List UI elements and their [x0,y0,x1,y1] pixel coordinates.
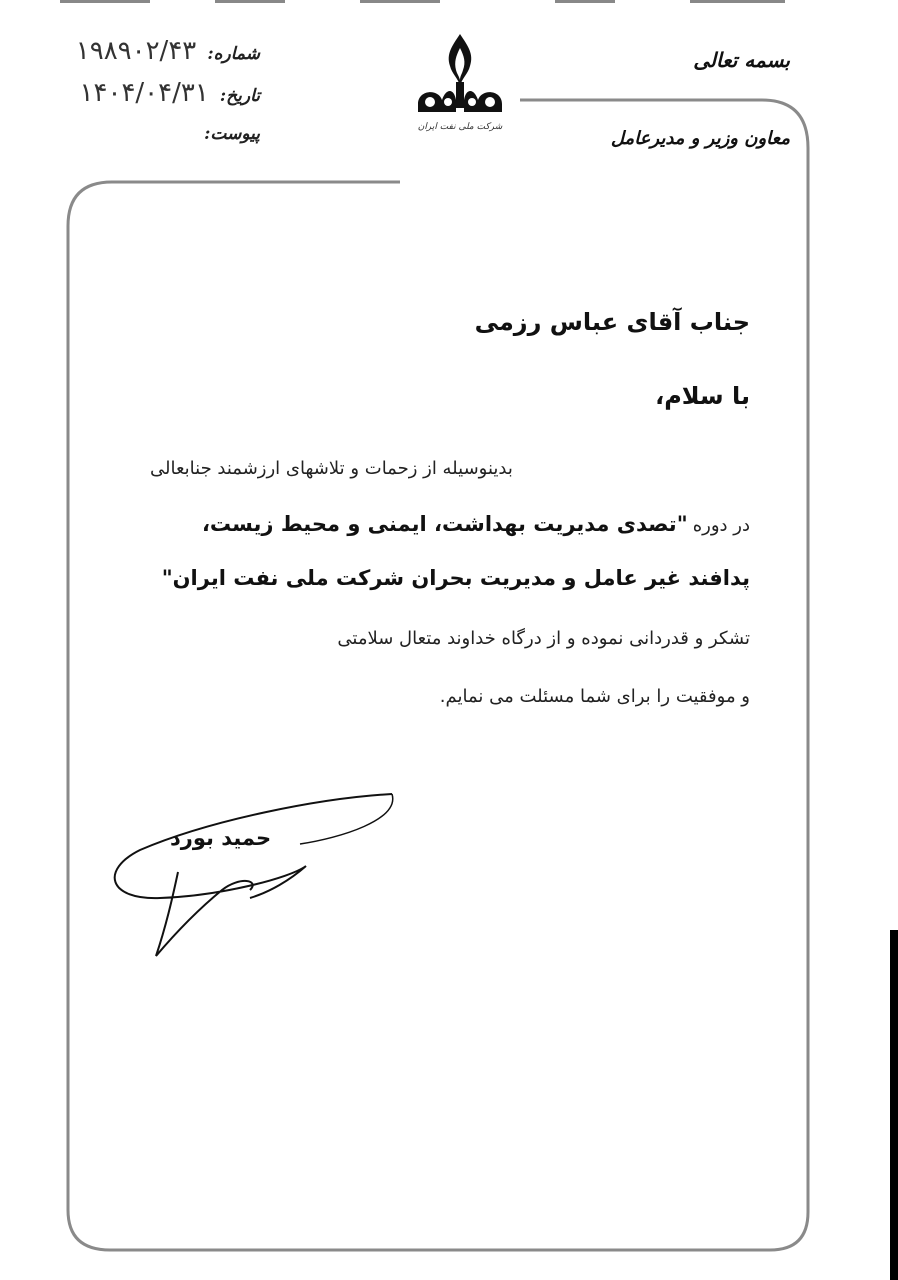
date-label: تاریخ: [219,86,260,106]
letter-line-2 [120,512,750,536]
letter-line-2-prefix: در دوره [692,515,750,536]
logo-caption: شرکت ملی نفت ایران [417,122,503,132]
letter-line-2-bold: "تصدی مدیریت بهداشت، ایمنی و محیط زیست، [201,512,688,536]
date-row [80,78,260,108]
letter-line-1 [120,458,750,479]
bismillah: بسمه تعالی [693,48,790,72]
letter-line-5: و موفقیت را برای شما مسئلت می نمایم. [439,686,750,707]
greeting: با سلام، [655,382,750,410]
scan-edge-right [890,930,898,1280]
letter-line-4: تشکر و قدردانی نموده و از درگاه خداوند متعال سلامتی [337,628,750,649]
number-label: شماره: [207,44,260,64]
date-value: ۱۴۰۴/۰۴/۳۱ [79,78,209,108]
flame-icon [410,30,510,122]
number-value: ۱۹۸۹۰۲/۴۳ [75,36,197,66]
handwritten-signature [100,780,420,970]
signer-name: حمید بورد [170,826,272,850]
attachment-row [204,124,260,144]
nioc-logo [410,30,510,140]
letter-line-3: پدافند غیر عامل و مدیریت بحران شرکت ملی نفت ایران" [161,566,750,590]
recipient: جناب آقای عباس رزمی [474,308,750,336]
attachment-label: پیوست: [204,124,260,144]
number-row [76,36,260,66]
letter-line-1-text: بدینوسیله از زحمات و تلاشهای ارزشمند جنابعالی [150,458,513,479]
sender-title: معاون وزیر و مدیرعامل [610,128,790,149]
